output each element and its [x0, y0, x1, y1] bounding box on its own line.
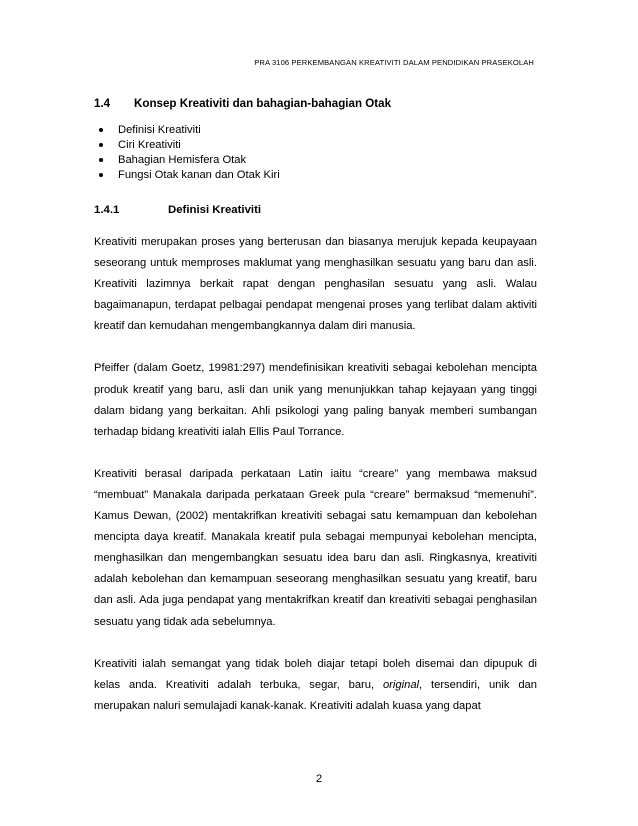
subsection-number: 1.4.1 [94, 204, 120, 216]
body-text [94, 232, 537, 717]
section-heading [94, 97, 391, 110]
paragraph: Pfeiffer (dalam Goetz, 19981:297) mendefinisikan kreativiti sebagai kebolehan mencipta produk kreatif yang baru, asli dan unik yang menunjukkan tahap kejayaan yang tinggi dalam bidang yang berkaitan. Ahli psikologi yang paling banyak memberi sumbangan terhadap bidang kreativiti ialah Ellis Paul Torrance. [94, 362, 537, 438]
page-number: 2 [315, 773, 323, 785]
section-number: 1.4 [94, 97, 111, 110]
topic-bullet-list [94, 123, 280, 183]
running-header: PRA 3106 PERKEMBANGAN KREATIVITI DALAM PENDIDIKAN PRASEKOLAH [254, 58, 534, 67]
italic-term: original [382, 678, 420, 691]
paragraph: Kreativiti berasal daripada perkataan Latin iaitu “creare” yang membawa maksud “membuat” Manakala daripada perkataan Greek pula “creare” bermaksud “memenuhi”. Kamus Dewan, (2002) mentakrifkan kreativiti sebagai satu kemampuan dan kebolehan mencipta daya kreatif. Manakala kreatif pula sebagai mempunyai kebolehan mencipta, menghasilkan dan mengembangkan sesuatu idea baru dan asli. Ringkasnya, kreativiti adalah kebolehan dan kemampuan seseorang menghasilkan sesuatu yang kreatif, baru dan asli. Ada juga pendapat yang mentakrifkan kreatif dan kreativiti sebagai penghasilan sesuatu yang tidak ada sebelumnya. [94, 467, 537, 628]
bullet-item: Fungsi Otak kanan dan Otak Kiri [94, 168, 280, 183]
bullet-item: Bahagian Hemisfera Otak [94, 153, 280, 168]
paragraph-text: Kreativiti ialah semangat yang tidak boleh diajar tetapi boleh disemai dan dipupuk di kelas anda. Kreativiti adalah terbuka, segar, baru, [94, 657, 537, 691]
section-title: Konsep Kreativiti dan bahagian-bahagian Otak [134, 97, 392, 110]
subsection-heading [94, 204, 261, 216]
bullet-item: Ciri Kreativiti [94, 138, 280, 153]
paragraph: Kreativiti merupakan proses yang berterusan dan biasanya merujuk kepada keupayaan seseorang untuk memproses maklumat yang menghasilkan sesuatu yang baru dan asli. Kreativiti lazimnya berkait rapat dengan penghasilan sesuatu yang asli. Walau bagaimanapun, terdapat pelbagai pendapat mengenai proses yang terlibat dalam aktiviti kreatif dan kemudahan mengembangkannya dalam diri manusia. [94, 236, 537, 333]
paragraph-text: , tersendiri, unik dan merupakan naluri semulajadi kanak-kanak. Kreativiti adalah kuasa yang dapat [94, 678, 537, 712]
paragraph [94, 654, 537, 717]
bullet-item: Definisi Kreativiti [94, 123, 280, 138]
subsection-title: Definisi Kreativiti [168, 204, 262, 216]
